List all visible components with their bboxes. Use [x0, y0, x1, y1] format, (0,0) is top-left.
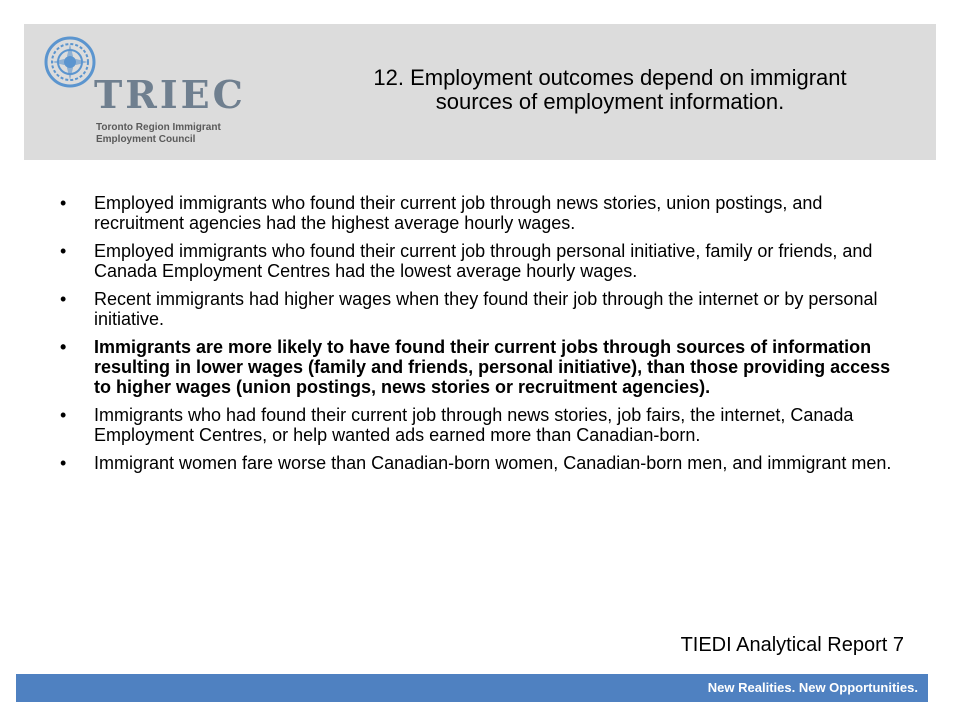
logo-subtitle: [96, 122, 221, 146]
slide-title-line1: 12. Employment outcomes depend on immigrant: [373, 65, 847, 90]
slide-title-line2: sources of employment information.: [435, 89, 785, 114]
slide-title: [300, 66, 920, 114]
footer-bar: [16, 674, 928, 702]
bullet-item: • Recent immigrants had higher wages when they found their job through the internet or by personal initiative.: [60, 289, 900, 329]
bullet-item: • Immigrant women fare worse than Canadian-born women, Canadian-born men, and immigrant men.: [60, 453, 900, 473]
bullet-item: • Employed immigrants who found their current job through personal initiative, family or friends, and Canada Employment Centres had the lowest average hourly wages.: [60, 241, 900, 281]
logo-wordmark: TRIEC: [94, 72, 246, 117]
footer-tagline: New Realities. New Opportunities.: [707, 680, 918, 695]
bullet-item: • Employed immigrants who found their current job through news stories, union postings, and recruitment agencies had the highest average hourly wages.: [60, 193, 900, 233]
logo-subtitle-line2: Employment Council: [96, 134, 196, 145]
ornamental-circle-icon: [44, 36, 96, 88]
bullet-item-emphasis: • Immigrants are more likely to have found their current jobs through sources of information resulting in lower wages (family and friends, personal initiative), than those providing access to higher wages (union postings, news stories or recruitment agencies).: [60, 337, 900, 397]
logo-subtitle-line1: Toronto Region Immigrant: [96, 122, 221, 133]
bullet-item: • Immigrants who had found their current job through news stories, job fairs, the internet, Canada Employment Centres, or help wanted ads earned more than Canadian-born.: [60, 405, 900, 445]
report-reference: TIEDI Analytical Report 7: [680, 634, 904, 656]
slide-header: [24, 24, 936, 160]
bullet-list: [60, 193, 900, 481]
triec-logo: [44, 36, 264, 148]
